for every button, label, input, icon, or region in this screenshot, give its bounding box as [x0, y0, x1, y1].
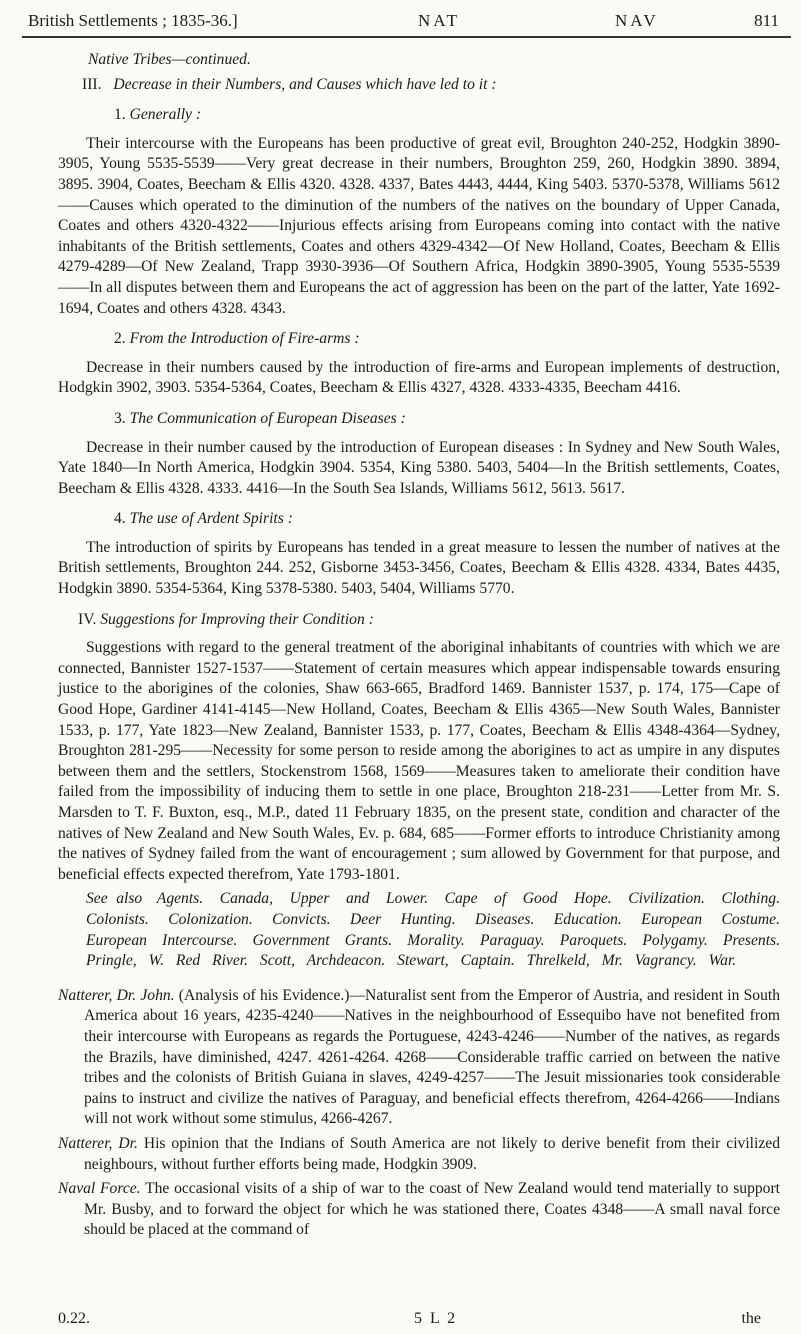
- section-iv-number: IV.: [78, 610, 97, 628]
- section-number: III.: [82, 75, 102, 93]
- entry-text: (Analysis of his Evidence.)—Naturalist sent from the Emperor of Austria, and resident in South America about 16 years, 4235-4240——Natives in the neighbourhood of Essequibo have not benefited from their intercourse with Europeans as regards the Portuguese, 4243-4246——Number of the natives, as regards the Brazils, have diminished, 4247. 4261-4264. 4268——Considerable traffic carried on between the native tribes and the colonists of British Guiana in slaves, 4249-4257——The Jesuit missionaries took considerable pains to instruct and civilize the natives of Paraguay, and beneficial effects therefrom, 4264-4266——Indians will not work without some stimulus, 4266-4267.: [84, 986, 780, 1128]
- entry-headword: Naval Force.: [58, 1180, 141, 1198]
- see-also-references: [58, 889, 780, 971]
- entry-headword: Natterer, Dr.: [58, 1134, 138, 1152]
- page-number: 811: [754, 11, 779, 30]
- topic-title: The Communication of European Diseases :: [129, 409, 406, 427]
- topic-paragraph: The introduction of spirits by Europeans has tended in a great measure to lessen the number of natives at the British settlements, Broughton 244. 252, Gisborne 3453-3456, Coates, Beecham & Ellis 4328. 4334, Bates 4435, Hodgkin 3890. 5354-5364, King 5378-5380. 5403, 5404, Williams 5770.: [58, 538, 780, 598]
- section-title: Decrease in their Numbers, and Causes which have led to it :: [113, 75, 497, 93]
- header-title: British Settlements ; 1835-36.]: [28, 11, 238, 30]
- entry-headword: Natterer, Dr. John.: [58, 986, 175, 1004]
- topic-heading: [114, 409, 780, 430]
- index-entry: [58, 1179, 780, 1241]
- continued-heading: Native Tribes—continued.: [88, 51, 251, 68]
- topic-heading: [114, 509, 780, 530]
- topic-heading: [114, 105, 780, 126]
- footer-reference: 0.22.: [58, 1310, 90, 1327]
- see-also-items: Agents. Canada, Upper and Lower. Cape of Good Hope. Civilization. Clothing. Colonists. Colonization. Convicts. Deer Hunting. Diseases. Education. European Costume. European Intercourse. Government Grants. Morality. Paraguay. Paroquets. Polygamy. Presents. Pringle, W. Red River. Scott, Archdeacon. Stewart, Captain. Threlkeld, Mr. Vagrancy. War.: [86, 890, 780, 970]
- index-entry: [58, 1134, 780, 1175]
- topic-paragraph: Decrease in their numbers caused by the introduction of fire-arms and European implements of destruction, Hodgkin 3902, 3903. 5354-5364, Coates, Beecham & Ellis 4327, 4328. 4333-4335, Beecham 4416.: [58, 358, 780, 397]
- section-iv-heading: [78, 610, 780, 631]
- topic-paragraph: Their intercourse with the Europeans has been productive of great evil, Broughton 240-252, Hodgkin 3890-3905, Young 5535-5539——Very great decrease in their numbers, Broughton 259, 260, Hodgkin 3890. 3894, 3895. 3904, Coates, Beecham & Ellis 4320. 4328. 4337, Bates 4443, 4444, King 5403. 5370-5378, Williams 5612——Causes which operated to the diminution of the numbers of the natives on the boundary of Upper Canada, Coates and others 4320-4322——Injurious effects arising from Europeans coming into contact with the native inhabitants of the British settlements, Coates and others 4329-4342—Of New Holland, Coates, Beecham & Ellis 4279-4289—Of New Zealand, Trapp 3930-3936—Of Southern Africa, Hodgkin 3890-3905, Young 5535-5539——In all disputes between them and Europeans the act of aggression has been on the part of the latter, Yate 1692-1694, Coates and others 4328. 4343.: [58, 134, 780, 317]
- index-body: [58, 50, 780, 1245]
- section-iv-paragraph: Suggestions with regard to the general treatment of the aboriginal inhabitants of countries with which we are connected, Bannister 1527-1537——Statement of certain measures which appear indispensable towards ensuring justice to the aborigines of the colonies, Shaw 663-665, Bradford 1469. Bannister 1537, p. 174, 175—Cape of Good Hope, Gardiner 4141-4145—New Holland, Coates, Beecham & Ellis 4365—New South Wales, Bannister 1533, p. 177, Yate 1823—New Zealand, Bannister 1533, p. 177, Coates, Beecham & Ellis 4348-4364—Sydney, Broughton 281-295——Necessity for some person to reside among the aborigines to act as umpire in any disputes between them and the settlers, Stockenstrom 1568, 1569——Measures taken to ameliorate their condition have failed from the impossibility of inducing them to settle in one place, Broughton 218-231——Letter from Mr. S. Marsden to T. F. Buxton, esq., M.P., dated 11 February 1835, on the present state, condition and character of the natives of New Zealand and New South Wales, Ev. p. 684, 685——Former efforts to introduce Christianity among the natives of Sydney failed from the want of encouragement ; sum allowed by Government for that purpose, and beneficial effects expected therefrom, Yate 1793-1801.: [58, 639, 780, 883]
- topic-number: 4.: [114, 510, 126, 528]
- topic-paragraph: Decrease in their number caused by the introduction of European diseases : In Sydney and New South Wales, Yate 1840—In North America, Hodgkin 3904. 5354, King 5380. 5403, 5404—In the British settlements, Coates, Beecham & Ellis 4328. 4333. 4416—In the South Sea Islands, Williams 5612, 5613. 5617.: [58, 438, 780, 497]
- signature-mark: 5 L 2: [414, 1310, 458, 1327]
- header-rule: [22, 36, 791, 38]
- page-footer: [58, 1310, 761, 1330]
- topic-title: From the Introduction of Fire-arms :: [129, 330, 360, 348]
- header-range-end: NAV: [615, 11, 659, 30]
- topic-number: 1.: [114, 106, 126, 124]
- catchword: the: [741, 1310, 761, 1327]
- topic-heading: [114, 329, 780, 350]
- topic-title: Generally :: [129, 106, 202, 124]
- topic-number: 2.: [114, 330, 126, 348]
- section-iv-title: Suggestions for Improving their Condition :: [100, 610, 374, 628]
- index-entry: [58, 986, 780, 1130]
- topic-title: The use of Ardent Spirits :: [129, 510, 293, 528]
- topic-number: 3.: [114, 409, 126, 427]
- entry-text: His opinion that the Indians of South America are not likely to derive benefit from their civilized neighbours, without further efforts being made, Hodgkin 3909.: [84, 1134, 780, 1173]
- entry-text: The occasional visits of a ship of war to the coast of New Zealand would tend materially to support Mr. Busby, and to forward the object for which he was stationed there, Coates 4348——A small naval force should be placed at the command of: [84, 1180, 780, 1239]
- see-also-label: See also: [86, 890, 143, 908]
- header-range-start: NAT: [418, 11, 461, 30]
- section-heading: [82, 75, 780, 96]
- running-header: [28, 8, 779, 34]
